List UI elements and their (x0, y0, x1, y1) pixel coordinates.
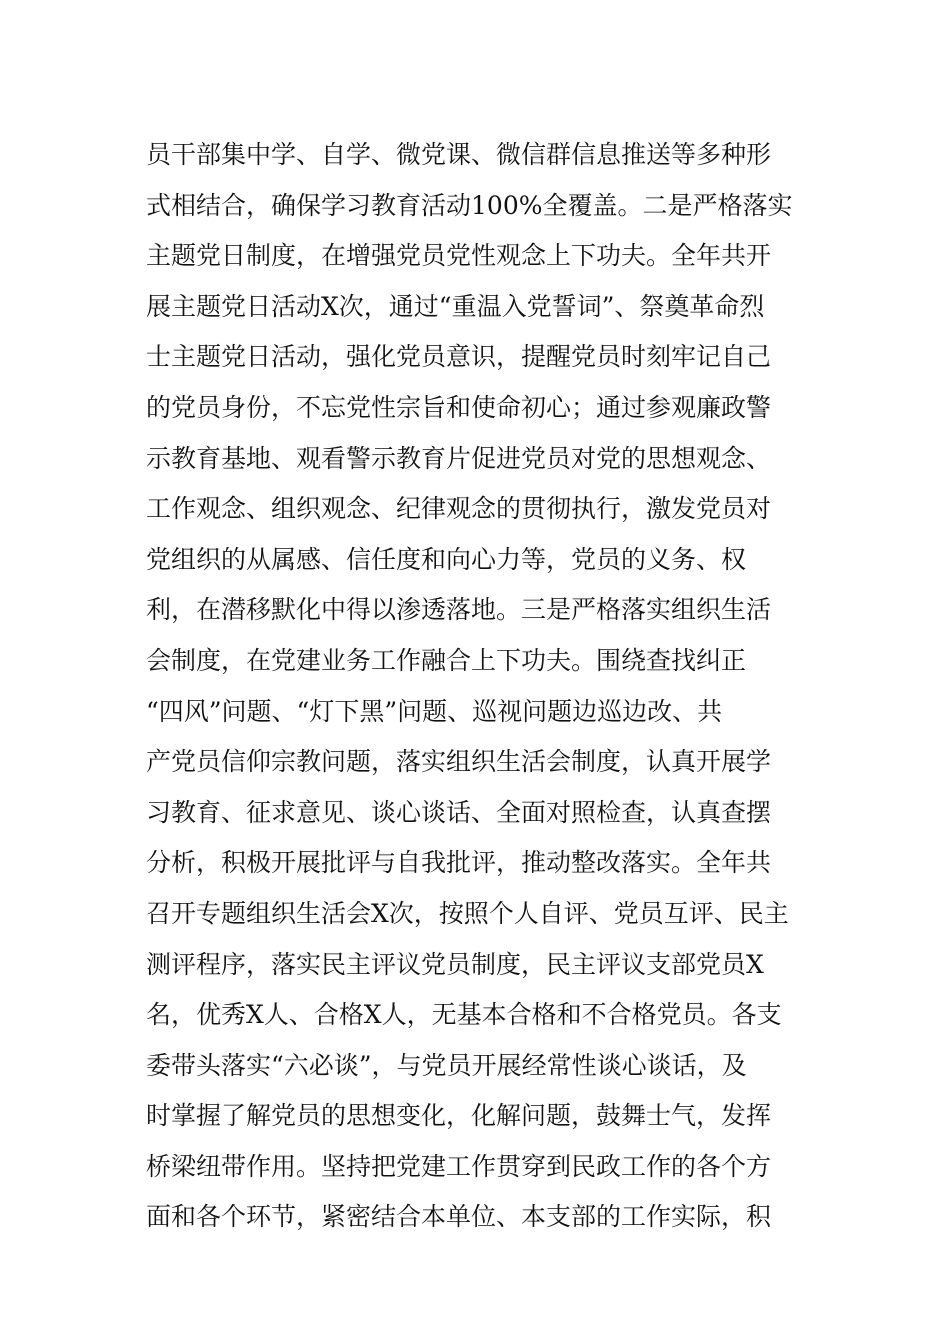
text-line: 展主题党日活动X次，通过“重温入党誓词”、祭奠革命烈 (146, 291, 765, 321)
text-line: 示教育基地、观看警示教育片促进党员对党的思想观念、 (146, 443, 772, 473)
text-line: 分析，积极开展批评与自我批评，推动整改落实。全年共 (146, 848, 772, 878)
body-text (146, 130, 816, 1243)
text-line: 习教育、征求意见、谈心谈话、全面对照检查，认真查摆 (146, 797, 772, 827)
text-line: 名，优秀X人、合格X人，无基本合格和不合格党员。各支 (146, 1000, 782, 1030)
text-line: 召开专题组织生活会X次，按照个人自评、党员互评、民主 (146, 898, 789, 928)
text-line: 利，在潜移默化中得以渗透落地。三是严格落实组织生活 (146, 595, 772, 625)
text-line: 式相结合，确保学习教育活动100%全覆盖。二是严格落实 (146, 190, 793, 220)
text-line: 的党员身份，不忘党性宗旨和使命初心；通过参观廉政警 (146, 392, 772, 422)
text-line: 士主题党日活动，强化党员意识，提醒党员时刻牢记自己 (146, 342, 772, 372)
text-line: 员干部集中学、自学、微党课、微信群信息推送等多种形 (146, 140, 772, 169)
text-line: 面和各个环节，紧密结合本单位、本支部的工作实际，积 (146, 1202, 772, 1232)
text-line: “四风”问题、“灯下黑”问题、巡视问题边巡边改、共 (146, 696, 723, 726)
text-line: 桥梁纽带作用。坚持把党建工作贯穿到民政工作的各个方 (146, 1151, 772, 1181)
text-line: 测评程序，落实民主评议党员制度，民主评议支部党员X (146, 949, 764, 979)
text-line: 会制度，在党建业务工作融合上下功夫。围绕查找纠正 (146, 645, 747, 675)
text-line: 党组织的从属感、信任度和向心力等，党员的义务、权 (146, 544, 747, 574)
text-line: 主题党日制度，在增强党员党性观念上下功夫。全年共开 (146, 241, 772, 271)
text-line: 产党员信仰宗教问题，落实组织生活会制度，认真开展学 (146, 747, 772, 777)
text-line: 工作观念、组织观念、纪律观念的贯彻执行，激发党员对 (146, 494, 772, 524)
text-line: 时掌握了解党员的思想变化，化解问题，鼓舞士气，发挥 (146, 1101, 772, 1131)
text-line: 委带头落实“六必谈”，与党员开展经常性谈心谈话，及 (146, 1050, 747, 1080)
